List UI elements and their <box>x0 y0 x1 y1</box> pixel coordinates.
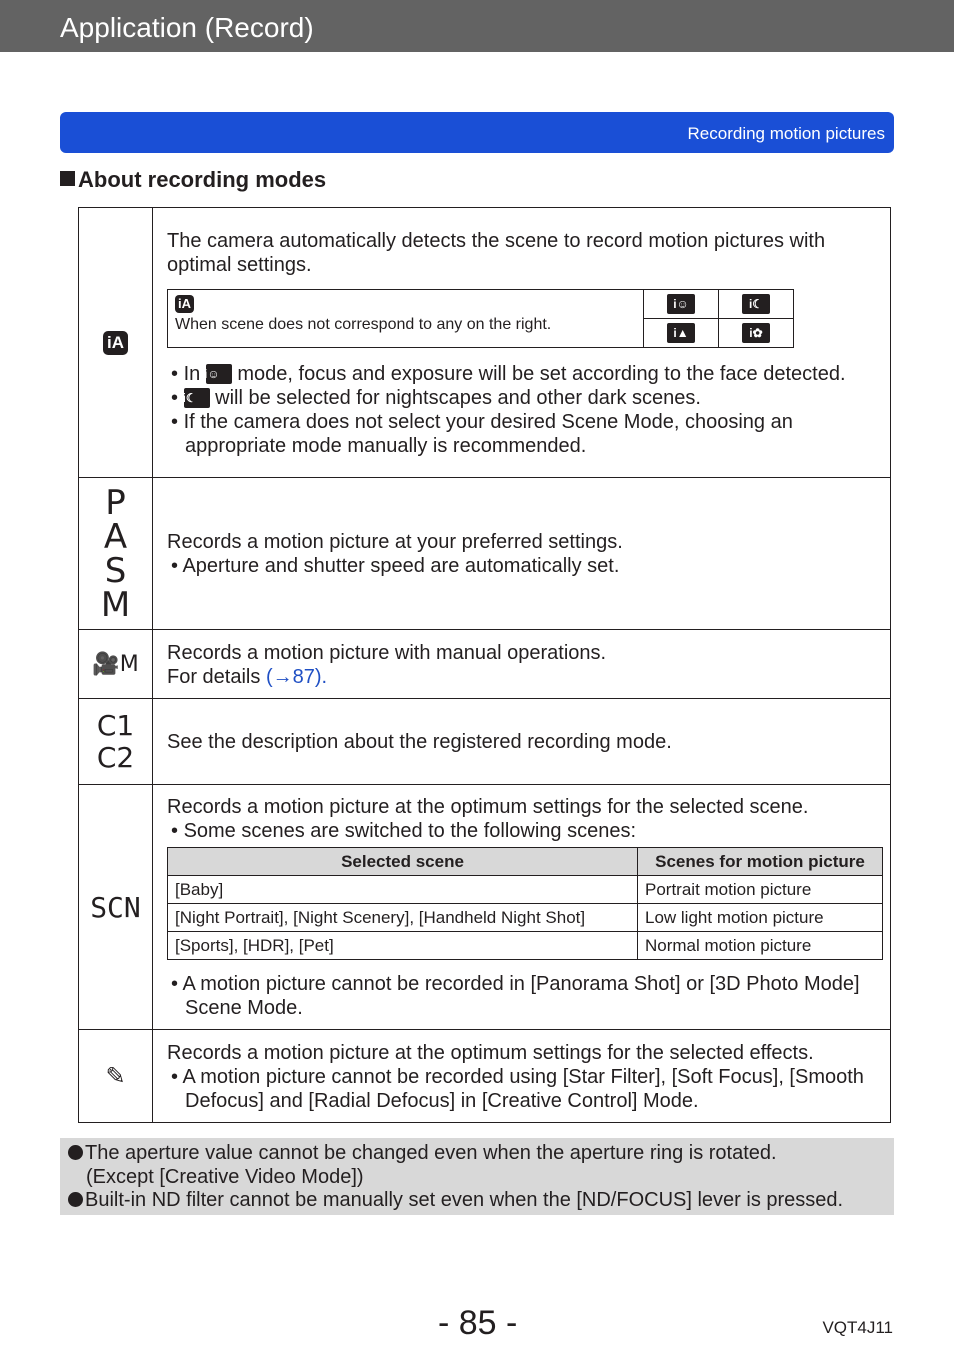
ia-default-cell <box>168 289 644 347</box>
i-portrait-icon: i☺ <box>667 294 695 314</box>
i-macro-icon: i✿ <box>742 323 770 343</box>
creative-control-brush-icon: ✎ <box>105 1062 126 1090</box>
mode-row-creative-control <box>79 1030 891 1123</box>
ia-default-caption: When scene does not correspond to any on the right. <box>175 315 552 333</box>
i-night-scenery-icon: i☾ <box>742 294 770 314</box>
page-reference-link[interactable]: (→87) <box>265 665 322 688</box>
scene-mapping-table <box>167 847 883 960</box>
notes-box <box>60 1138 894 1215</box>
ia-bullet-2: • i☾ will be selected for nightscapes and other dark scenes. <box>171 386 701 409</box>
creative-control-mode-cell <box>79 1030 153 1123</box>
page-number: - 85 - <box>438 1304 518 1342</box>
scene-mode-icon: SCN <box>90 890 141 924</box>
ia-intro: The camera automatically detects the scene to record motion pictures with optimal settings. <box>167 229 826 276</box>
section-heading: About recording modes <box>60 167 326 193</box>
mode-row-custom <box>79 699 891 785</box>
page-header-title: Application (Record) <box>60 12 314 43</box>
bullet-dot-icon <box>68 1145 83 1160</box>
square-bullet-icon <box>60 171 75 186</box>
bullet-dot-icon <box>68 1192 83 1207</box>
custom-mode-cell <box>79 699 153 785</box>
custom-description: See the description about the registered recording mode. <box>153 699 891 785</box>
scene-icon-cell <box>719 289 794 318</box>
custom-mode-icon: C1 C2 <box>96 708 135 774</box>
pasm-icon: P A S M <box>100 482 131 625</box>
ia-scene-table <box>167 289 794 348</box>
pasm-description: Records a motion picture at your preferred settings. • Aperture and shutter speed are automatically set. <box>153 478 891 630</box>
note-1-cont: (Except [Creative Video Mode]) <box>86 1166 364 1188</box>
note-2: Built-in ND filter cannot be manually set even when the [ND/FOCUS] lever is pressed. <box>68 1188 843 1212</box>
mode-row-pasm <box>79 478 891 630</box>
note-1: The aperture value cannot be changed even when the aperture ring is rotated. <box>68 1141 777 1165</box>
top-bar <box>0 0 954 52</box>
creative-video-description: Records a motion picture with manual operations. For details (→87). <box>153 630 891 699</box>
i-night-scenery-icon: i☾ <box>184 388 210 408</box>
recording-modes-table <box>78 207 891 1123</box>
ia-description <box>153 208 891 478</box>
i-portrait-icon: i☺ <box>206 364 232 384</box>
scn-description: Records a motion picture at the optimum settings for the selected scene. • Some scenes are switched to the following scenes: Selected scene Scenes for motion picture [Baby] Portrait motion picture [Night Portrait], [Night Scenery], [Handheld Night Shot] Low light motion picture [Sports], [HDR], [Pet] Normal motion picture • A motion picture cannot be recorded in [Panorama Shot] or [3D Photo Mode] Scene Mode. <box>153 785 891 1030</box>
i-scenery-icon: i▲ <box>667 323 695 343</box>
table-row: [Sports], [HDR], [Pet] Normal motion picture <box>168 932 883 960</box>
table-row: [Baby] Portrait motion picture <box>168 876 883 904</box>
section-banner <box>60 112 894 153</box>
mode-row-ia <box>79 208 891 478</box>
ia-bullet-3: • If the camera does not select your desired Scene Mode, choosing an appropriate mode manually is recommended. <box>171 410 793 457</box>
creative-video-mode-cell <box>79 630 153 699</box>
scene-icon-cell <box>719 318 794 347</box>
scn-mode-cell <box>79 785 153 1030</box>
scene-icon-cell <box>644 289 719 318</box>
scene-icon-cell <box>644 318 719 347</box>
pasm-mode-cell <box>79 478 153 630</box>
table-row: [Night Portrait], [Night Scenery], [Handheld Night Shot] Low light motion picture <box>168 904 883 932</box>
intelligent-auto-icon: iA <box>103 331 128 355</box>
creative-video-icon: 🎥M <box>92 651 139 677</box>
creative-control-description: Records a motion picture at the optimum settings for the selected effects. • A motion picture cannot be recorded using [Star Filter], [Soft Focus], [Smooth Defocus] and [Radial Defocus] in [Creative Control] Mode. <box>153 1030 891 1123</box>
mode-row-creative-video <box>79 630 891 699</box>
ia-mode-cell <box>79 208 153 478</box>
intelligent-auto-small-icon: iA <box>175 295 194 313</box>
mode-row-scn <box>79 785 891 1030</box>
ia-bullet-1: • In i☺ mode, focus and exposure will be set according to the face detected. <box>171 362 846 385</box>
section-label: Recording motion pictures <box>687 124 885 143</box>
document-code: VQT4J11 <box>822 1318 893 1337</box>
table-header-row: Selected scene Scenes for motion picture <box>168 848 883 876</box>
